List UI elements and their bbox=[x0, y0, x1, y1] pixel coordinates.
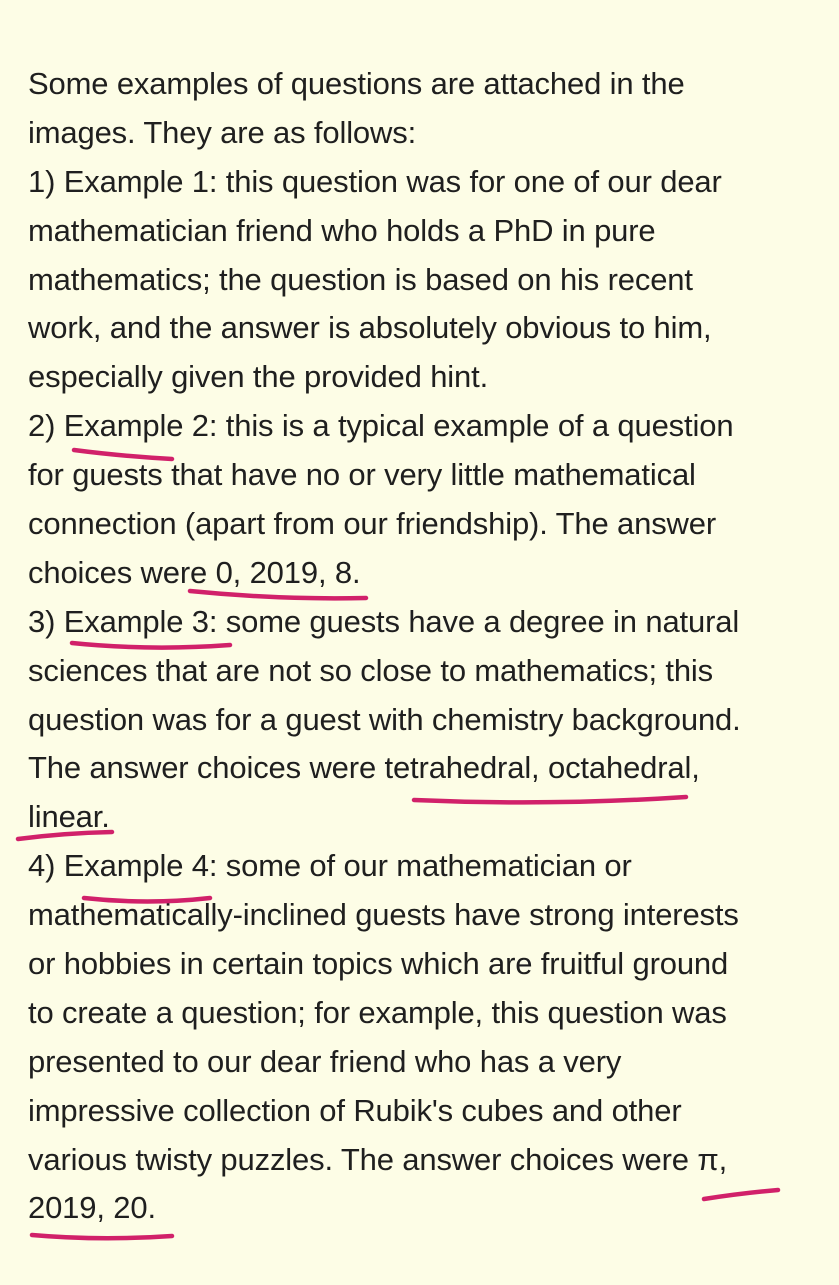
text-line: 4) Example 4: some of our mathematician or bbox=[28, 848, 632, 884]
text-line: mathematics; the question is based on his recent bbox=[28, 261, 693, 297]
text-line: or hobbies in certain topics which are fruitful ground bbox=[28, 946, 729, 982]
text-line: for guests that have no or very little mathematical bbox=[28, 457, 696, 493]
text-line: 3) Example 3: some guests have a degree in natural bbox=[28, 603, 740, 639]
text-line: connection (apart from our friendship). The answer bbox=[28, 506, 717, 542]
text-line: Some examples of questions are attached in the bbox=[28, 66, 685, 101]
text-line: question was for a guest with chemistry background. bbox=[28, 701, 741, 737]
text-line: 2) Example 2: this is a typical example of a question bbox=[28, 408, 734, 444]
text-line: images. They are as follows: bbox=[28, 114, 417, 150]
text-line: to create a question; for example, this question was bbox=[28, 994, 727, 1030]
text-line: choices were 0, 2019, 8. bbox=[28, 554, 361, 590]
text-line: especially given the provided hint. bbox=[28, 359, 489, 395]
text-line: mathematician friend who holds a PhD in pure bbox=[28, 212, 656, 248]
text-line: presented to our dear friend who has a very bbox=[28, 1043, 622, 1079]
text-line: The answer choices were tetrahedral, octahedral, bbox=[28, 750, 700, 786]
text-line: sciences that are not so close to mathematics; this bbox=[28, 652, 714, 688]
text-line: linear. bbox=[28, 799, 110, 835]
document-text bbox=[28, 60, 828, 1233]
text-line: various twisty puzzles. The answer choices were π, bbox=[28, 1141, 728, 1177]
text-line: 1) Example 1: this question was for one of our dear bbox=[28, 163, 722, 199]
underline-2019-20 bbox=[32, 1235, 172, 1238]
text-line: impressive collection of Rubik's cubes and other bbox=[28, 1092, 682, 1128]
text-line: mathematically-inclined guests have strong interests bbox=[28, 897, 739, 933]
text-line: 2019, 20. bbox=[28, 1190, 156, 1226]
text-line: work, and the answer is absolutely obvious to him, bbox=[28, 310, 712, 346]
